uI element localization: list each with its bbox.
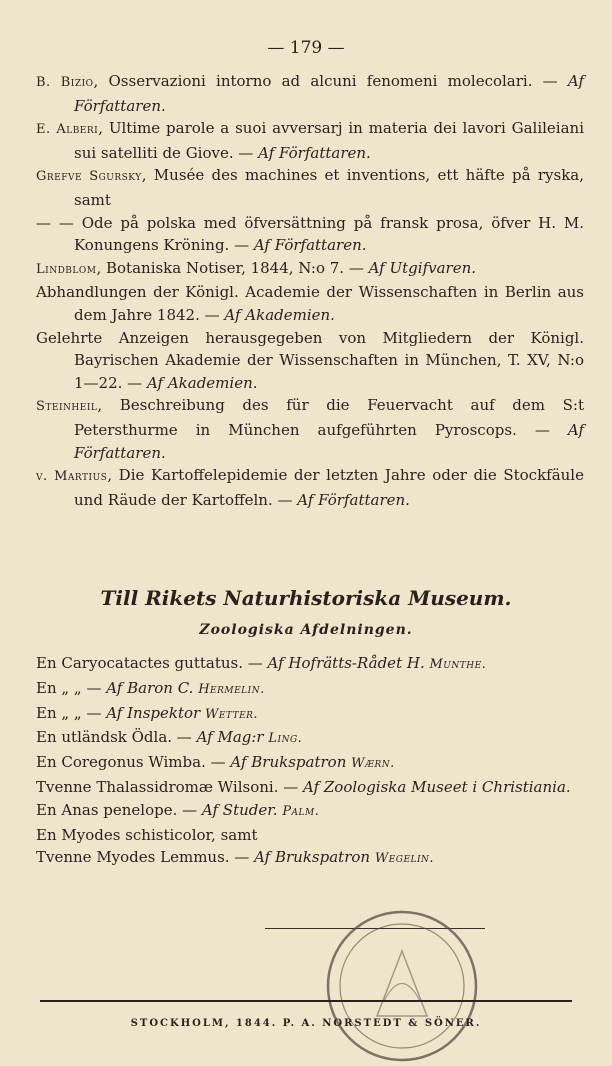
entry-text: Abhandlungen der Königl. Academie der Wissenschaften in Berlin aus dem Jahre 1842. — <box>36 283 584 324</box>
list-item <box>36 257 584 282</box>
entry-text: En Coregonus Wimba. — <box>36 753 231 772</box>
section-heading: Till Rikets Naturhistoriska Museum. <box>100 586 512 610</box>
entry-text: , Die Kartoffelepidemie der letzten Jahre oder die Stockfäule und Räude der Kartoffeln. — <box>74 466 584 509</box>
donor-name: Hermelin. <box>198 681 265 697</box>
donor-name: Palm. <box>282 803 320 819</box>
author-name: Grefve Sgursky <box>36 169 142 185</box>
entry-text: , Ultime parole a suoi avversarj in materia dei lavori Galileiani sui satelliti de Giove. — <box>74 119 585 162</box>
author-name: E. Alberi <box>36 122 99 138</box>
list-item <box>36 824 584 847</box>
donor: Af Författaren. <box>297 490 410 509</box>
list-item <box>36 776 584 799</box>
zoological-donations <box>36 652 584 871</box>
donor: Af Brukspatron <box>230 753 352 772</box>
donor-name: Ling. <box>268 731 303 747</box>
donor: Af Utgifvaren. <box>368 258 477 277</box>
list-item <box>36 70 584 117</box>
donor: Af Akademien. <box>146 373 258 392</box>
list-item <box>36 652 584 677</box>
bottom-rule <box>40 1000 572 1002</box>
donor: Af Författaren. <box>74 72 584 115</box>
list-item <box>36 846 584 871</box>
list-item <box>36 281 584 326</box>
list-item <box>36 799 584 824</box>
section-subheading: Zoologiska Afdelningen. <box>199 622 413 638</box>
donor: Af Baron C. <box>106 678 199 697</box>
author-name: Steinheil <box>36 399 98 415</box>
donor: Af Författaren. <box>253 236 367 255</box>
author-name: B. Bizio <box>36 75 94 90</box>
donor: Af Författaren. <box>258 143 371 162</box>
imprint: STOCKHOLM, 1844. P. A. NORSTEDT & SÖNER. <box>130 1018 482 1029</box>
donation-list <box>36 70 584 511</box>
entry-text: En „ „ — <box>36 678 107 697</box>
donor: Af Mag:r <box>196 728 269 747</box>
donor: Af Zoologiska Museet i Christiania. <box>303 777 571 796</box>
entry-text: Tvenne Thalassidromæ Wilsoni. — <box>36 777 303 796</box>
donor: Af Brukspatron <box>254 848 375 867</box>
entry-text: , Musée des machines et inventions, ett häfte på ryska, samt <box>74 166 584 209</box>
entry-text: En Anas penelope. — <box>36 800 202 819</box>
ditto-mark: — — <box>36 213 74 232</box>
entry-text: En „ „ — <box>36 703 107 722</box>
donor: Af Akademien. <box>224 305 335 324</box>
donor: Af Studer. <box>201 800 283 819</box>
entry-text: En utländsk Ödla. — <box>36 728 197 747</box>
list-item <box>36 394 584 464</box>
list-item <box>36 327 584 395</box>
list-item <box>36 726 584 751</box>
donor-name: Wetter. <box>204 706 259 722</box>
list-item <box>36 464 584 511</box>
donor-name: Wegelin. <box>374 851 435 867</box>
author-name: Lindblom <box>36 261 97 277</box>
entry-text: , Beschreibung des für die Feuervacht auf dem S:t Petersthurme in München aufgeführten Pyroscops. — <box>74 396 584 439</box>
entry-text: Ode på polska med öfversättning på fransk prosa, öfver H. M. Konungens Kröning. — <box>73 213 584 255</box>
list-item <box>36 212 584 257</box>
author-name: v. Martius <box>36 469 108 485</box>
entry-text: Gelehrte Anzeigen herausgegeben von Mitgliedern der Königl. Bayrischen Akademie der Wissenschaften in München, T. XV, N:o 1—22. — <box>36 328 584 392</box>
library-stamp <box>322 906 482 1066</box>
list-item <box>36 702 584 727</box>
entry-text: Tvenne Myodes Lemmus. — <box>36 848 255 867</box>
entry-text: En Myodes schisticolor, samt <box>36 825 258 844</box>
list-item <box>36 117 584 164</box>
page-number: — 179 — <box>267 38 345 58</box>
list-item <box>36 164 584 211</box>
donor: Af Inspektor <box>106 703 205 722</box>
list-item <box>36 751 584 776</box>
donor: Af Hofrätts-Rådet H. <box>267 654 430 672</box>
donor-name: Munthe. <box>429 657 487 672</box>
entry-text: , Botaniska Notiser, 1844, N:o 7. — <box>96 258 369 277</box>
list-item <box>36 677 584 702</box>
entry-text: En Caryocatactes guttatus. — <box>36 654 268 672</box>
entry-text: , Osservazioni intorno ad alcuni fenomeni molecolari. — <box>93 72 568 90</box>
donor-name: Wærn. <box>351 756 395 772</box>
donor: Af Författaren. <box>74 420 584 462</box>
